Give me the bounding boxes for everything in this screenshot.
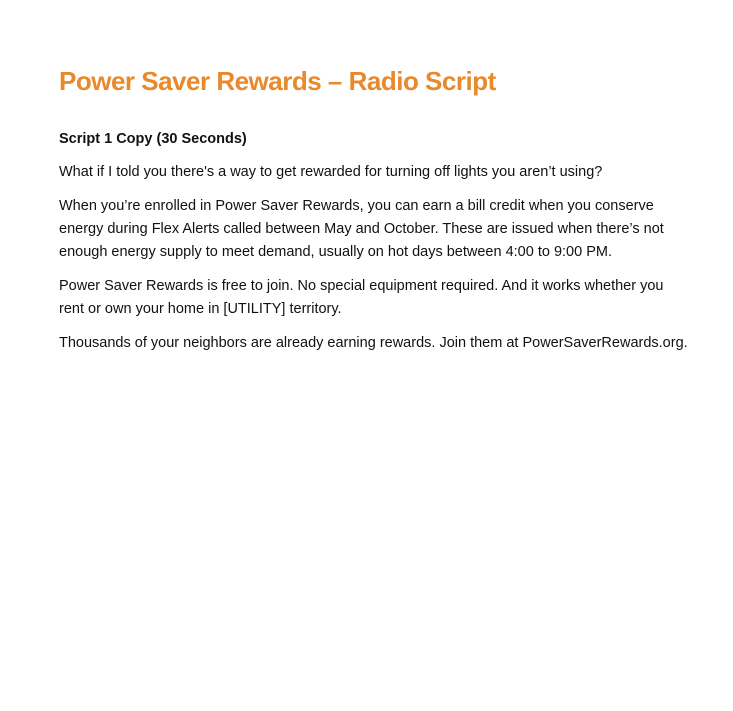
document-title: Power Saver Rewards – Radio Script [59, 66, 496, 96]
script-subheading: Script 1 Copy (30 Seconds) [59, 131, 247, 147]
paragraph-3: Power Saver Rewards is free to join. No special equipment required. And it works whether you rent or own your home in [UTILITY] territory. [59, 278, 664, 317]
paragraph-1: What if I told you there's a way to get rewarded for turning off lights you aren’t using? [59, 164, 603, 180]
paragraph-2: When you’re enrolled in Power Saver Rewards, you can earn a bill credit when you conserve energy during Flex Alerts called between May and October. These are issued when there’s not enough energy supply to meet demand, usually on hot days between 4:00 to 9:00 PM. [59, 198, 664, 260]
paragraph-4: Thousands of your neighbors are already earning rewards. Join them at PowerSaverRewards.org. [59, 335, 688, 351]
document-page [59, 64, 689, 366]
